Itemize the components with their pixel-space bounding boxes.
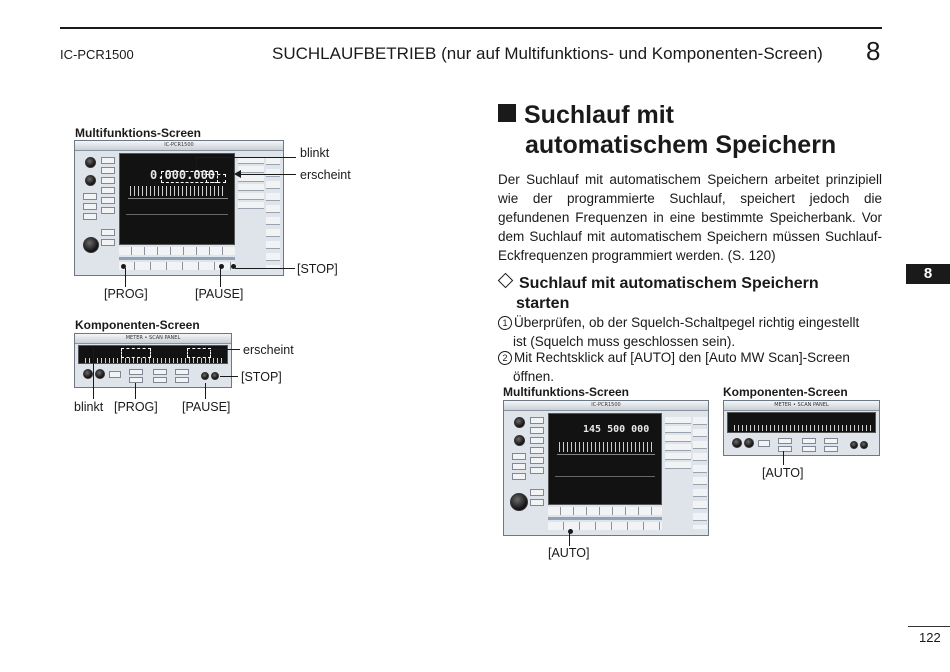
meter-display xyxy=(78,345,228,364)
chapter-title: SUCHLAUFBETRIEB (nur auf Multifunktions- und Komponenten-Screen) xyxy=(272,44,823,63)
side-button xyxy=(758,440,770,447)
step-number: 2 xyxy=(498,351,512,365)
side-button xyxy=(530,447,544,454)
scan-button xyxy=(802,446,816,452)
side-button xyxy=(530,457,544,464)
volume-knob xyxy=(85,157,96,168)
diamond-bullet-icon xyxy=(498,273,514,289)
squelch-knob xyxy=(85,175,96,186)
side-button xyxy=(530,467,544,474)
scan-button-row xyxy=(119,262,235,270)
callout-prog-component: [PROG] xyxy=(114,400,158,414)
scan-button xyxy=(175,377,189,383)
leader-line xyxy=(240,174,296,175)
page-number-rule xyxy=(908,626,950,627)
leader-line xyxy=(220,376,238,377)
pause-button xyxy=(850,441,858,449)
leader-line xyxy=(235,268,295,269)
side-button xyxy=(101,157,115,164)
chapter-number: 8 xyxy=(866,36,881,66)
mode-button-row xyxy=(548,507,662,515)
section-title-line2: automatischem Speichern xyxy=(525,131,837,159)
meter-scale xyxy=(85,358,223,363)
page-number: 122 xyxy=(919,630,941,645)
tuning-dial xyxy=(83,237,99,253)
side-button xyxy=(101,207,115,214)
callout-erscheint-component: erscheint xyxy=(243,343,294,357)
side-button xyxy=(101,239,115,246)
side-button xyxy=(109,371,121,378)
step-text: Mit Rechtsklick auf [AUTO] den [Auto MW Scan]-Screen xyxy=(514,350,850,365)
callout-prog: [PROG] xyxy=(104,287,148,301)
section-title-line1: Suchlauf mit xyxy=(524,101,675,129)
volume-knob xyxy=(514,417,525,428)
scan-button-row xyxy=(548,522,662,530)
section-body: Der Suchlauf mit automatischem Speichern arbeitet prinzipiell wie der programmierte Suchlauf, speichert jedoch die gefundenen Frequenzen in eine bestimmte Speicherbank. Vor dem Suchlauf mit automatischem Speichern müssen Suchlauf-Eckfrequenzen programmiert werden. (S. 120) xyxy=(498,172,882,263)
subsection-title-line1: Suchlauf mit automatischem Speichern xyxy=(519,275,819,292)
callout-pause: [PAUSE] xyxy=(195,287,244,301)
prog-button xyxy=(778,438,792,444)
scan-button xyxy=(175,369,189,375)
prog-button xyxy=(129,369,143,375)
window-titlebar xyxy=(724,401,879,411)
leader-line xyxy=(135,383,136,399)
knob xyxy=(732,438,742,448)
keypad xyxy=(238,157,264,211)
frequency-readout: 0.000.000 xyxy=(150,168,216,182)
leader-line xyxy=(196,157,296,158)
step-2 xyxy=(498,349,882,386)
leader-line xyxy=(93,348,94,399)
pause-button xyxy=(201,372,209,380)
step-text: Überprüfen, ob der Squelch-Schaltpegel richtig eingestellt xyxy=(514,315,860,330)
callout-stop: [STOP] xyxy=(297,262,338,276)
meter-display xyxy=(727,412,876,433)
blink-highlight-box xyxy=(121,348,151,358)
callout-erscheint: erscheint xyxy=(300,168,351,182)
subsection-title-line2: starten xyxy=(516,295,570,312)
signal-scale xyxy=(130,186,226,196)
step-text-cont: ist (Squelch muss geschlossen sein). xyxy=(513,333,736,349)
leader-line xyxy=(783,451,784,465)
knob xyxy=(95,369,105,379)
scan-button xyxy=(153,369,167,375)
knob xyxy=(83,369,93,379)
side-button xyxy=(530,437,544,444)
window-title: IC-PCR1500 xyxy=(591,402,621,408)
component-screen-image-right xyxy=(723,400,880,456)
step-number: 1 xyxy=(498,316,512,330)
stop-button xyxy=(211,372,219,380)
side-button xyxy=(101,177,115,184)
side-button xyxy=(83,203,97,210)
scan-control-bar xyxy=(548,517,662,520)
square-bullet-icon xyxy=(498,104,516,122)
callout-stop-component: [STOP] xyxy=(241,370,282,384)
scale-line xyxy=(557,454,655,455)
side-button xyxy=(512,453,526,460)
stop-button xyxy=(860,441,868,449)
main-display xyxy=(548,413,662,505)
leader-line xyxy=(220,268,221,287)
side-button xyxy=(101,197,115,204)
leader-line xyxy=(196,157,197,167)
step-1 xyxy=(498,314,882,351)
side-button xyxy=(530,499,544,506)
callout-blinkt: blinkt xyxy=(300,146,330,160)
figure-label-multi: Multifunktions-Screen xyxy=(75,126,202,140)
scale-line xyxy=(128,198,228,199)
side-button xyxy=(83,193,97,200)
leader-line xyxy=(569,532,570,546)
multifunction-screen-image xyxy=(74,140,284,276)
side-button xyxy=(530,489,544,496)
side-button xyxy=(512,463,526,470)
side-button xyxy=(512,473,526,480)
side-button xyxy=(101,229,115,236)
side-button xyxy=(530,417,544,424)
side-button xyxy=(83,213,97,220)
window-title: IC-PCR1500 xyxy=(164,142,194,148)
scan-button xyxy=(802,438,816,444)
scan-button xyxy=(824,446,838,452)
knob xyxy=(744,438,754,448)
meter-scale xyxy=(734,425,871,431)
figure-label-component: Komponenten-Screen xyxy=(75,318,200,332)
side-button xyxy=(530,427,544,434)
auto-button xyxy=(778,446,792,452)
window-title: METER • SCAN PANEL xyxy=(774,402,829,408)
callout-blinkt-component: blinkt xyxy=(74,400,104,414)
section-heading xyxy=(498,100,836,160)
chapter-side-tab: 8 xyxy=(906,264,950,284)
leader-line xyxy=(208,349,240,350)
subsection-heading xyxy=(498,274,882,314)
multifunction-screen-image-right xyxy=(503,400,709,536)
leader-line xyxy=(205,383,206,399)
appear-highlight-box xyxy=(206,174,226,183)
main-display xyxy=(119,153,235,245)
window-title: METER • SCAN PANEL xyxy=(125,335,181,341)
mode-button-row xyxy=(119,247,235,255)
scan-control-bar xyxy=(119,257,235,260)
window-titlebar xyxy=(504,401,708,411)
function-buttons xyxy=(693,417,707,529)
figure-label-multi-right: Multifunktions-Screen xyxy=(503,385,630,399)
squelch-knob xyxy=(514,435,525,446)
signal-scale xyxy=(559,442,653,452)
bandscope-baseline xyxy=(555,476,655,477)
bandscope-baseline xyxy=(126,214,228,215)
figure-label-component-right: Komponenten-Screen xyxy=(723,385,848,399)
callout-auto-multi: [AUTO] xyxy=(548,546,590,560)
keypad xyxy=(665,417,691,471)
auto-button xyxy=(129,377,143,383)
header-rule xyxy=(60,27,882,29)
scan-button xyxy=(824,438,838,444)
component-screen-image xyxy=(74,333,232,388)
frequency-readout: 145 500 000 xyxy=(583,424,650,435)
leader-line xyxy=(125,268,126,287)
side-button xyxy=(101,167,115,174)
side-button xyxy=(101,187,115,194)
model-name: IC-PCR1500 xyxy=(60,47,134,62)
tuning-dial xyxy=(510,493,528,511)
callout-pause-component: [PAUSE] xyxy=(182,400,231,414)
window-titlebar xyxy=(75,141,283,151)
callout-auto-component: [AUTO] xyxy=(762,466,804,480)
window-titlebar xyxy=(75,334,231,344)
scan-button xyxy=(153,377,167,383)
step-text-cont: öffnen. xyxy=(513,368,555,384)
